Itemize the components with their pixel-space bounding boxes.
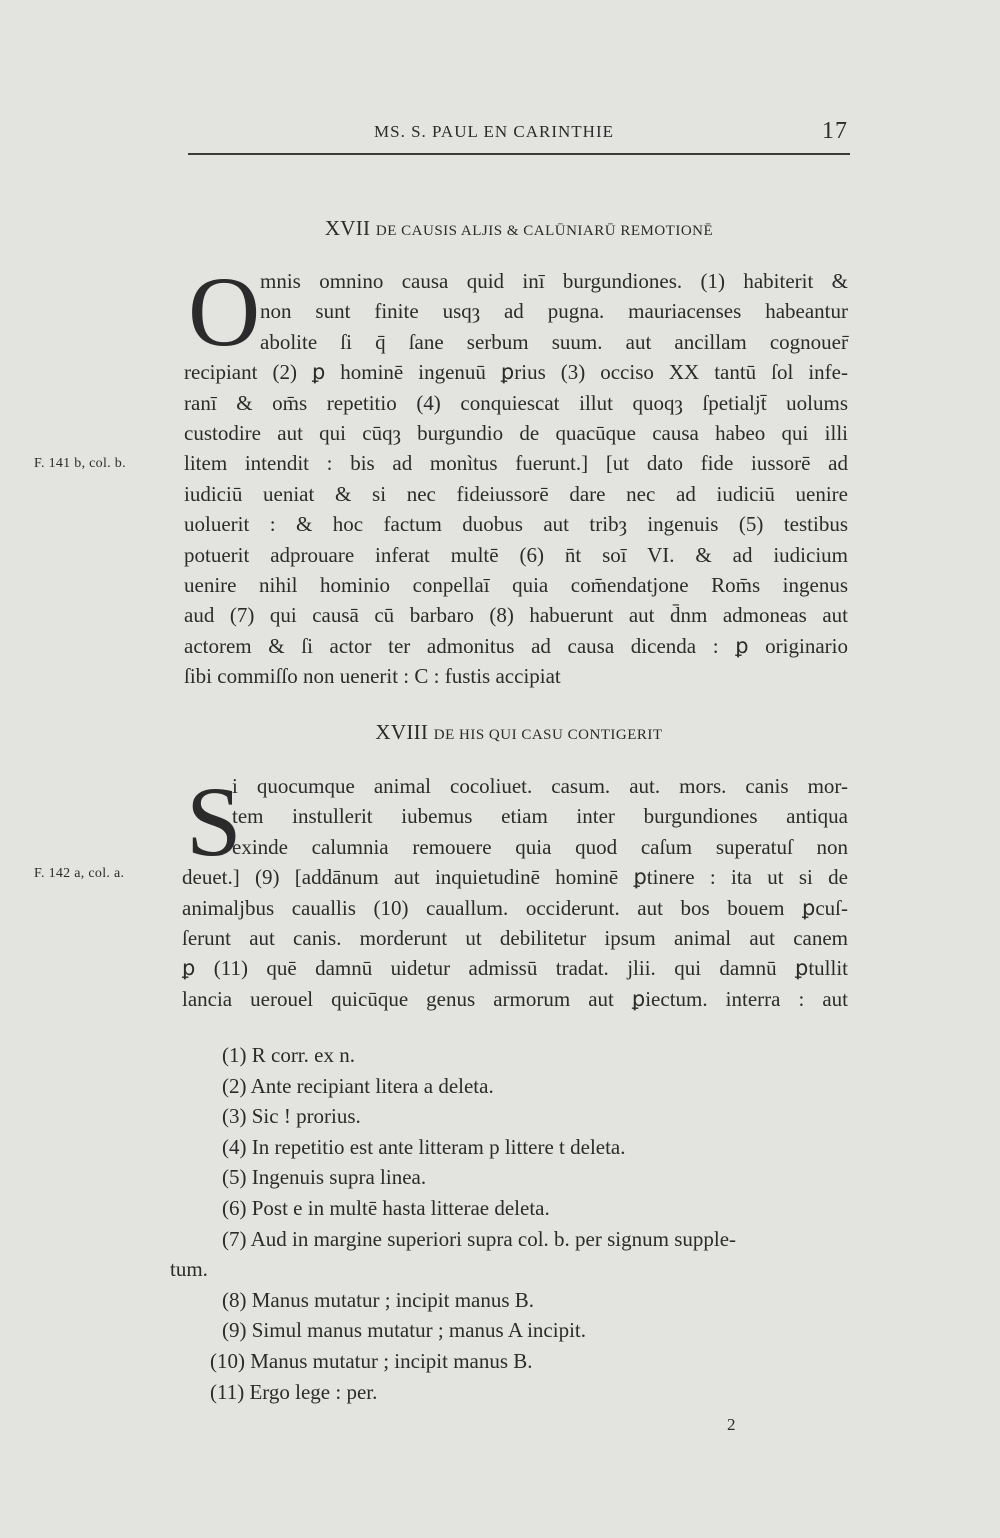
footnote: (9) Simul manus mutatur ; manus A incipit. xyxy=(222,1318,586,1343)
footnote: (1) R corr. ex n. xyxy=(222,1043,355,1067)
margin-folio-note: F. 141 b, col. b. xyxy=(34,456,126,471)
text-line: tem instullerit iubemus etiam inter burgundiones antiqua xyxy=(232,804,848,829)
footnote: (7) Aud in margine superiori supra col. b. per signum supple- xyxy=(222,1226,737,1251)
footnote: (6) Post e in multē hasta litterae deleta. xyxy=(222,1195,550,1220)
text-line: litem intendit : bis ad monìtus fuerunt.] [ut dato fide iussorē ad xyxy=(184,451,848,476)
footnote: (5) Ingenuis supra linea. xyxy=(222,1165,427,1190)
text-line: ſibi commiſſo non uenerit : C : fustis accipiat xyxy=(184,664,561,689)
text-line: animaljbus cauallis (10) cauallum. occiderunt. aut bos bouem ꝑcuſ- xyxy=(182,895,848,920)
section-heading-18 xyxy=(188,720,850,745)
section-body-18 xyxy=(182,766,848,1014)
running-head-title: MS. S. PAUL EN CARINTHIE xyxy=(374,122,614,141)
section-heading-17 xyxy=(188,216,850,241)
text-line: uoluerit : & hoc factum duobus aut tribȝ ingenuis (5) testibus xyxy=(184,512,848,537)
text-line: exinde calumnia remouere quia quod caſum superatuſ non xyxy=(232,834,848,859)
header-rule xyxy=(188,153,850,155)
text-line: i quocumque animal cocoliuet. casum. aut. mors. canis mor- xyxy=(232,774,848,798)
section-number: XVIII xyxy=(375,720,429,744)
text-line: lancia uerouel quicūque genus armorum aut ꝑiectum. interra : aut xyxy=(182,986,848,1011)
text-line: ſerunt aut canis. morderunt ut debilitetur ipsum animal aut canem xyxy=(182,925,848,950)
text-line: abolite ſi q̄ ſane serbum suum. aut ancillam cognouer̄ xyxy=(260,329,848,354)
text-line: ꝑ (11) quē damnū uidetur admissū tradat. jlii. qui damnū ꝑtullit xyxy=(182,956,848,981)
text-line: non sunt finite usqȝ ad pugna. mauriacenses habeantur xyxy=(260,299,848,324)
footnote: (2) Ante recipiant litera a deleta. xyxy=(222,1073,494,1098)
text-line: recipiant (2) ꝑ hominē ingenuū ꝑrius (3) occiso XX tantū ſol infe- xyxy=(184,360,848,385)
section-body-17 xyxy=(184,266,848,691)
text-line: iudiciū ueniat & si nec fideiussorē dare nec ad iudiciū uenire xyxy=(184,481,848,506)
text-line: potuerit adprouare inferat multē (6) n̄t soī VI. & ad iudicium xyxy=(184,542,848,567)
margin-folio-note: F. 142 a, col. a. xyxy=(34,866,125,881)
footnote: (10) Manus mutatur ; incipit manus B. xyxy=(210,1348,533,1373)
footnote: (8) Manus mutatur ; incipit manus B. xyxy=(222,1287,535,1312)
page-number: 17 xyxy=(822,118,848,144)
text-line: deuet.] (9) [addānum aut inquietudinē hominē ꝑtinere : ita ut si de xyxy=(182,865,848,890)
drop-cap: S xyxy=(186,766,242,877)
drop-cap: O xyxy=(188,256,261,367)
text-line: uenire nihil hominio conpellaī quia com̄endatjone Rom̄s ingenus xyxy=(184,572,848,597)
footnotes xyxy=(170,1040,850,1407)
footnote: tum. xyxy=(170,1257,208,1282)
footnote: (4) In repetitio est ante litteram p littere t deleta. xyxy=(222,1134,626,1159)
section-title: DE CAUSIS ALJIS & CALŪNIARŪ REMOTIONĒ xyxy=(375,223,714,239)
section-title: DE HIS QUI CASU CONTIGERIT xyxy=(433,727,663,743)
footnote: (11) Ergo lege : per. xyxy=(210,1379,378,1404)
text-line: ranī & om̄s repetitio (4) conquiescat illut quoqȝ ſpetialjt̄ uolums xyxy=(184,390,848,415)
section-number: XVII xyxy=(324,216,371,240)
text-line: aud (7) qui causā cū barbaro (8) habuerunt aut d̄nm admoneas aut xyxy=(184,603,848,628)
text-line: custodire aut qui cūqȝ burgundio de quacūque causa habeo qui illi xyxy=(184,420,848,445)
text-line: actorem & ſi actor ter admonitus ad causa dicenda : ꝑ originario xyxy=(184,633,848,658)
footnote: (3) Sic ! prorius. xyxy=(222,1104,361,1129)
text-line: mnis omnino causa quid inī burgundiones. (1) habiterit & xyxy=(260,269,848,293)
signature-mark: 2 xyxy=(727,1415,736,1434)
